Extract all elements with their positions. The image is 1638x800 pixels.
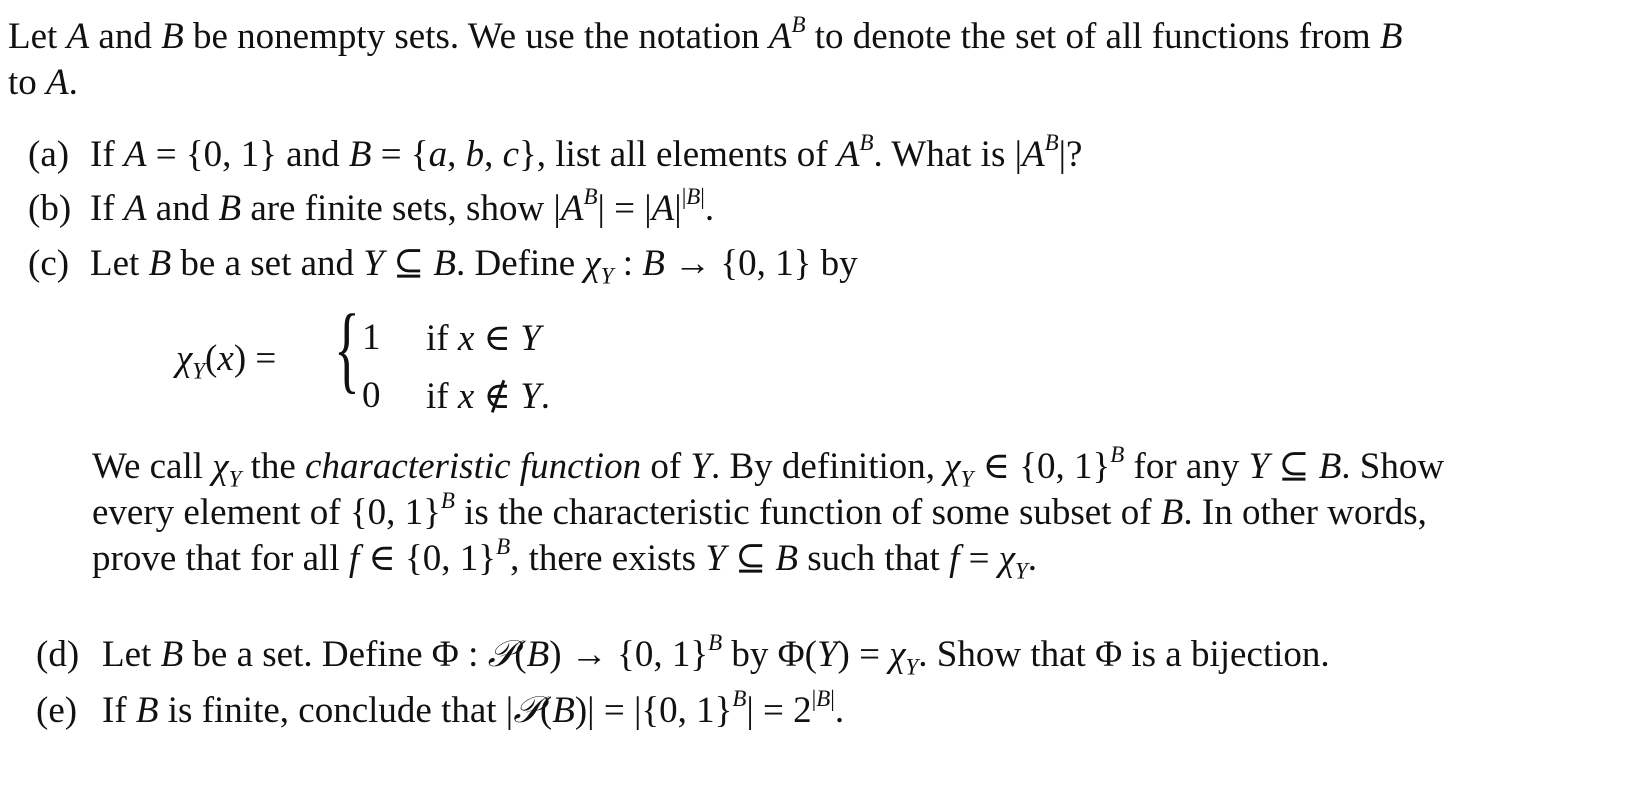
case-1-condition: if x ∈ Y [426, 318, 541, 359]
part-e-label: (e) [36, 690, 78, 731]
part-c: (c) Let B be a set and Y ⊆ B. Define $\chi_Y$ : B → {0, 1} by [28, 243, 858, 289]
chi-lhs: $\chi_Y(x)$ = [176, 338, 277, 384]
part-a-label: (a) [28, 134, 70, 175]
part-b: (b) If A and B are finite sets, show $|A^B| = |A|^{|B|}$. [28, 183, 715, 229]
left-brace: { [334, 295, 360, 403]
part-e: (e) If B is finite, conclude that |𝒫(B)| = |{0, $1\}^B| = 2^{|B|}$. [36, 685, 845, 731]
part-b-label: (b) [28, 188, 72, 229]
case-1-value: 1 [362, 317, 381, 358]
part-c-para-2: every element of {0, 1}$^B$ is the characteristic function of some subset of B. In other words, [92, 487, 1427, 533]
part-c-label: (c) [28, 243, 70, 284]
intro-line-1: Let A and B be nonempty sets. We use the notation $A^B$ to denote the set of all functions from B [8, 11, 1403, 57]
intro-line-2: to A. [8, 62, 78, 103]
part-d-label: (d) [36, 634, 80, 675]
part-c-para-3: prove that for all f ∈ {0, 1}$^B$, there exists Y ⊆ B such that $f = \chi_Y$. [92, 533, 1038, 584]
case-2-condition: if x ∉ Y. [426, 376, 551, 417]
part-d: (d) Let B be a set. Define Φ : 𝒫(B) → {0, 1}$^B$ by $\Phi(Y) = \chi_Y$. Show that Φ is a bijection. [36, 629, 1330, 680]
case-2-value: 0 [362, 375, 381, 416]
part-a: (a) If A = {0, 1} and B = {a, b, c}, list all elements of $A^B$. What is $|A^B|$? [28, 129, 1083, 175]
part-c-para-1: We call $\chi_Y$ the characteristic function of Y. By definition, $\chi_Y$ ∈ {0, 1}$^B$ for any Y ⊆ B. Show [92, 441, 1445, 492]
